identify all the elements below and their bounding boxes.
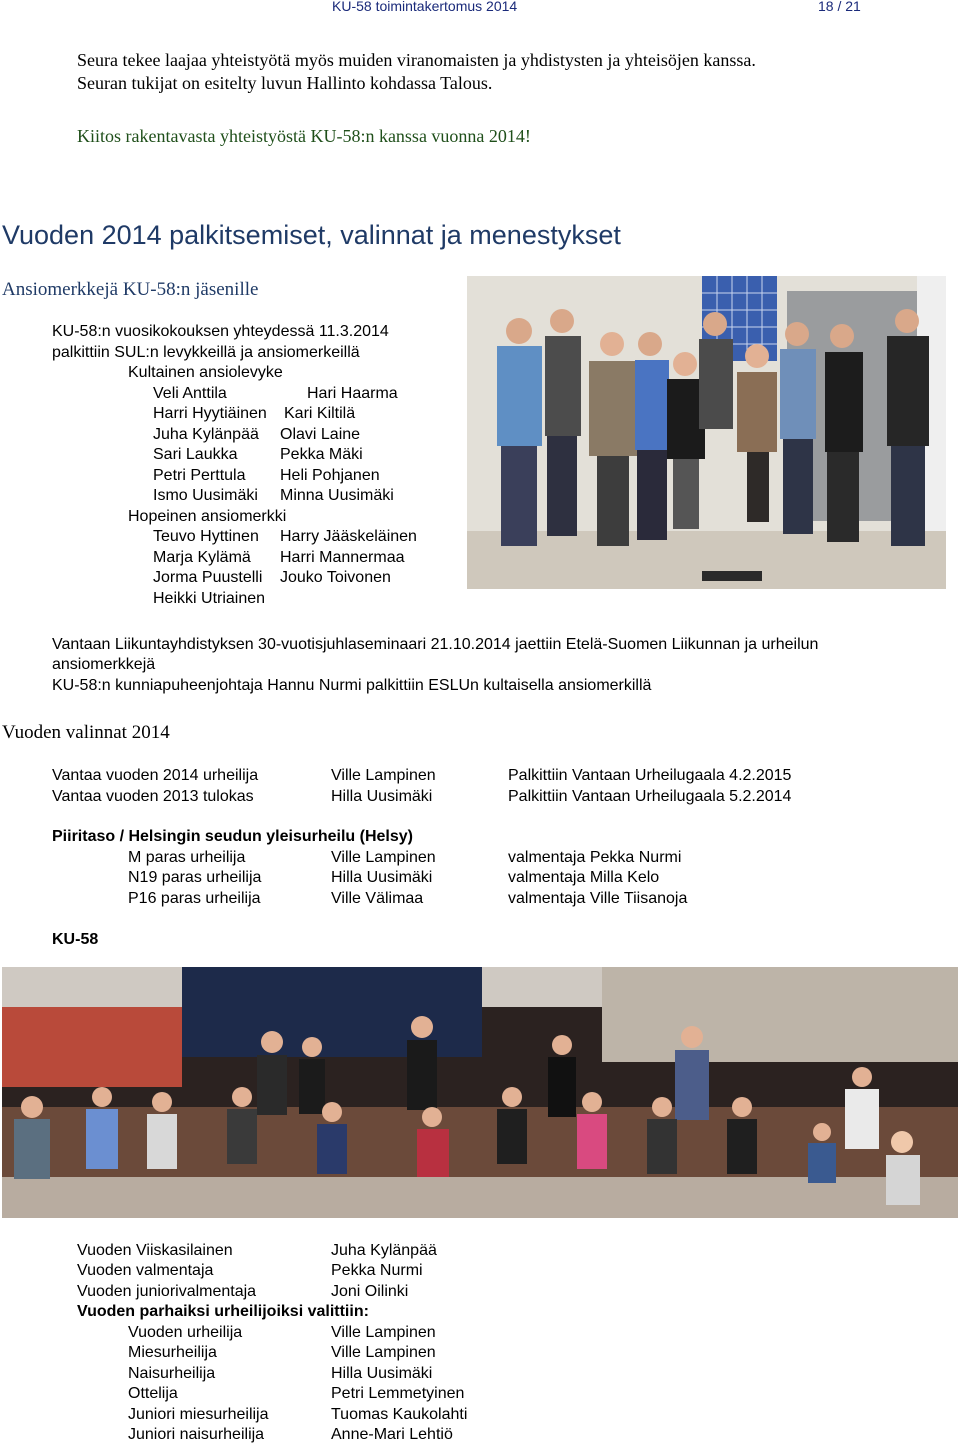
club-title: KU-58 (52, 931, 99, 948)
best-category: Juniori miesurheilija (128, 1406, 269, 1423)
page-number: 18 / 21 (818, 0, 861, 14)
district-title: Piiritaso / Helsingin seudun yleisurheilu (Helsy) (52, 828, 413, 845)
best-winner: Petri Lemmetyinen (331, 1385, 465, 1402)
gold-name: Minna Uusimäki (280, 487, 394, 504)
district-category: P16 paras urheilija (128, 890, 261, 907)
district-winner: Hilla Uusimäki (331, 869, 433, 886)
badges-title: Ansiomerkkejä KU-58:n jäsenille (2, 279, 259, 300)
junior-awards-photo (2, 967, 958, 1218)
seminar-line-1: Vantaan Liikuntayhdistyksen 30-vuotisjuhlaseminaari 21.10.2014 jaettiin Etelä-Suomen Liikunnan ja urheilun (52, 636, 819, 653)
gold-name: Pekka Mäki (280, 446, 363, 463)
district-winner: Ville Lampinen (331, 849, 436, 866)
gold-name: Heli Pohjanen (280, 467, 380, 484)
silver-title: Hopeinen ansiomerkki (128, 508, 287, 525)
silver-name: Marja Kylämä (153, 549, 251, 566)
thanks-line: Kiitos rakentavasta yhteistyöstä KU-58:n kanssa vuonna 2014! (77, 126, 531, 146)
district-coach: valmentaja Ville Tiisanoja (508, 890, 688, 907)
best-winner: Hilla Uusimäki (331, 1365, 433, 1382)
seminar-line-2: ansiomerkkejä (52, 656, 156, 673)
best-category: Naisurheilija (128, 1365, 216, 1382)
club-award: Vuoden juniorivalmentaja (77, 1283, 257, 1300)
vantaa-note: Palkittiin Vantaan Urheilugaala 5.2.2014 (508, 788, 792, 805)
club-winner: Pekka Nurmi (331, 1262, 423, 1279)
selections-title: Vuoden valinnat 2014 (2, 722, 170, 743)
silver-name: Harri Mannermaa (280, 549, 405, 566)
club-award: Vuoden valmentaja (77, 1262, 214, 1279)
silver-name: Jouko Toivonen (280, 569, 391, 586)
district-coach: valmentaja Pekka Nurmi (508, 849, 682, 866)
club-award: Vuoden Viiskasilainen (77, 1242, 233, 1259)
gold-name: Ismo Uusimäki (153, 487, 258, 504)
gold-name: Juha Kylänpää (153, 426, 259, 443)
gold-name: Kari Kiltilä (284, 405, 356, 422)
best-category: Miesurheilija (128, 1344, 217, 1361)
best-winner: Ville Lampinen (331, 1344, 436, 1361)
award-recipients-photo (467, 276, 946, 589)
intro-line-1: Seura tekee laajaa yhteistyötä myös muiden viranomaisten ja yhdistysten ja yhteisöjen kanssa. (77, 50, 756, 70)
district-category: N19 paras urheilija (128, 869, 262, 886)
vantaa-award: Vantaa vuoden 2014 urheilija (52, 767, 259, 784)
best-winner: Anne-Mari Lehtiö (331, 1426, 453, 1443)
intro-line-2: Seuran tukijat on esitelty luvun Hallinto kohdassa Talous. (77, 73, 493, 93)
district-coach: valmentaja Milla Kelo (508, 869, 660, 886)
gold-name: Harri Hyytiäinen (153, 405, 267, 422)
vantaa-winner: Hilla Uusimäki (331, 788, 433, 805)
vantaa-award: Vantaa vuoden 2013 tulokas (52, 788, 254, 805)
silver-name: Harry Jääskeläinen (280, 528, 417, 545)
silver-name: Teuvo Hyttinen (153, 528, 259, 545)
best-winner: Tuomas Kaukolahti (331, 1406, 468, 1423)
vantaa-note: Palkittiin Vantaan Urheilugaala 4.2.2015 (508, 767, 792, 784)
gold-name: Veli Anttila (153, 385, 227, 402)
seminar-line-3: KU-58:n kunniapuheenjohtaja Hannu Nurmi palkittiin ESLUn kultaisella ansiomerkillä (52, 677, 652, 694)
awarded-by-line: palkittiin SUL:n levykkeillä ja ansiomerkeillä (52, 344, 360, 361)
club-winner: Joni Oilinki (331, 1283, 409, 1300)
header-title: KU-58 toimintakertomus 2014 (332, 0, 518, 14)
district-winner: Ville Välimaa (331, 890, 424, 907)
meeting-line: KU-58:n vuosikokouksen yhteydessä 11.3.2014 (52, 323, 389, 340)
silver-name: Jorma Puustelli (153, 569, 263, 586)
vantaa-winner: Ville Lampinen (331, 767, 436, 784)
section-title: Vuoden 2014 palkitsemiset, valinnat ja menestykset (2, 220, 621, 250)
silver-name: Heikki Utriainen (153, 590, 266, 607)
best-winner: Ville Lampinen (331, 1324, 436, 1341)
gold-title: Kultainen ansiolevyke (128, 364, 283, 381)
best-title: Vuoden parhaiksi urheilijoiksi valittiin: (77, 1303, 369, 1320)
gold-name: Hari Haarma (307, 385, 398, 402)
best-category: Vuoden urheilija (128, 1324, 243, 1341)
best-category: Ottelija (128, 1385, 178, 1402)
gold-name: Petri Perttula (153, 467, 246, 484)
best-category: Juniori naisurheilija (128, 1426, 265, 1443)
gold-name: Olavi Laine (280, 426, 361, 443)
club-winner: Juha Kylänpää (331, 1242, 437, 1259)
gold-name: Sari Laukka (153, 446, 238, 463)
district-category: M paras urheilija (128, 849, 246, 866)
